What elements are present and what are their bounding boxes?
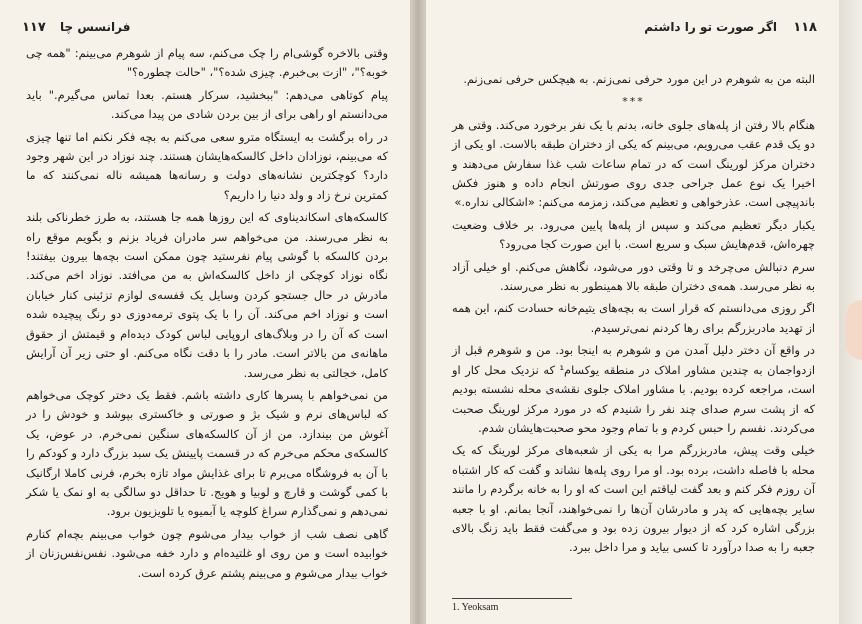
paragraph: پیام کوتاهی می‌دهم: "ببخشید، سرکار هستم. بعدا تماس می‌گیرم." باید می‌دانستم او راهی برای از بین بردن شادی من پیدا می‌کند.: [26, 87, 388, 122]
page-number: ۱۱۸: [793, 20, 817, 35]
paragraph: وقتی بالاخره گوشی‌ام را چک می‌کنم، سه پیام از شوهرم می‌بینم: "همه چی خوبه؟"، "ازت بی‌خبرم. چیزی شده؟"، "حالت چطوره؟": [26, 46, 388, 80]
paragraph: البته من به شوهرم در این مورد حرفی نمی‌زنم. به هیچکس حرفی نمی‌زنم.: [463, 72, 815, 86]
paragraph: هنگام بالا رفتن از پله‌های جلوی خانه، بدنم با یک نفر برخورد می‌کند. وقتی هر دو یک قدم عقب می‌رویم، می‌بینم که یکی از دختران طبقه بالاست. او یکی از دختران مرکز لورینگ است که در تمام ساعات شب غذا سفارش می‌دهند و اخیرا یک نوع عمل جراحی جدی روی صورتش انجام داده و هنوز فکش باندپیچی است. عذرخواهی و تعظیم می‌کند، زمزمه می‌کنم: «اشکالی نداره.»: [452, 117, 815, 210]
section-separator: ***: [622, 95, 645, 109]
left-page-header: [22, 20, 390, 42]
page-tab-marker: [846, 300, 862, 360]
right-page: [425, 0, 839, 624]
left-page: [0, 0, 411, 624]
page-number: ۱۱۷: [22, 20, 46, 35]
running-title: اگر صورت تو را داشتم: [644, 20, 777, 34]
paragraph: خیلی وقت پیش، مادربزرگم مرا به یکی از شعبه‌های مرکز لورینگ که یک محله با فاصله داشت، برده بود. او مرا روی پله‌ها نشاند و گفت که کار اشتباه آن روزم فکر کنم و بعد گفت لیاقتم این است که او را به خانه برگردم را مانند سایر بچه‌هایی که پدر و مادرشان آن‌ها را نمی‌خواهند، آنجا بمانم. او با جعبه بزرگی اشاره کرد که از دیوار بیرون زده بود و می‌گفت فقط باید زنگ بالای جعبه را به صدا درآورد تا کسی بیاید و مرا داخل ببرد.: [452, 443, 815, 555]
book-gutter: [411, 0, 425, 624]
paragraph: سرم دنبالش می‌چرخد و تا وقتی دور می‌شود، نگاهش می‌کنم. او خیلی آزاد به نظر می‌رسد. همه‌ی دختران طبقه بالا همینطور به نظر می‌رسند.: [452, 259, 815, 294]
footnote-rule: [452, 598, 572, 599]
right-page-body: [452, 70, 815, 561]
paragraph: کالسکه‌های اسکاندیناوی که این روزها همه جا هستند، به طرز خطرناکی بلند به نظر می‌رسند. من می‌خواهم سر مادران فریاد بزنم و بگویم موقع راه بردن کالسکه با گوشی پیام نفرستید چون ممکن است بچه‌ها بیرون بیفتند! نگاه نوزاد کوچکی از داخل کالسکه‌اش به من می‌افتد. نوزاد اخم می‌کند. مادرش در حال جستجو کردن وسایل یک قفسه‌ی لوازم تزئینی کنار خیابان است و نوزاد اخم می‌کند. آن را با یک پتوی ترمه‌دوزی دو رنگ پیچیده شده است که آن را در وبلاگ‌های اروپایی لباس کودک دیده‌ام و قیمتش از حقوق ماهانه‌ی من بالاتر است. مادر را با دقت نگاه می‌کنم. او حتی زیر آن آرایش کامل، خجالتی به نظر می‌رسد.: [26, 210, 388, 380]
right-page-header: [446, 20, 817, 42]
paragraph: گاهی نصف شب از خواب بیدار می‌شوم چون خواب می‌بینم بچه‌ام کنارم خوابیده است و من روی او غلتیده‌ام و دارد خفه می‌شود. نفس‌نفس‌زنان از خواب بیدار می‌شوم و می‌بینم پشتم عرق کرده است.: [26, 526, 388, 580]
footnote: 1. Yeoksam: [452, 602, 499, 613]
running-title: فرانسس چا: [60, 20, 131, 34]
paragraph: اگر روزی می‌دانستم که قرار است به بچه‌های یتیم‌خانه حسادت کنم، این همه از تهدید مادربزرگم برای رها کردنم نمی‌ترسیدم.: [452, 301, 815, 335]
paragraph: من نمی‌خواهم با پسرها کاری داشته باشم. فقط یک دختر کوچک می‌خواهم که لباس‌های نرم و شیک بژ و صورتی و خاکستری بپوشد و خودش را در آغوش من بیندازد. من از آن کالسکه‌های سنگین نمی‌خرم. در عوض، یک کالسکه‌ی محکم می‌خرم که در قسمت پایینش یک سبد بزرگ دارد و کودکم را با آن به فروشگاه می‌برم تا برای غذایش مواد تازه بخرم، فرنی کاملا ارگانیک با کمی گوشت و قارچ و لوبیا و هویج. تا حداقل دو سالگی به او نمک یا شکر نمی‌دهم و نمی‌گذارم سراغ کلوچه یا آبمیوه یا تلویزیون برود.: [26, 387, 388, 519]
left-page-body: [26, 44, 388, 586]
paragraph: در واقع آن دختر دلیل آمدن من و شوهرم به اینجا بود. من و شوهرم قبل از ازدواجمان به چندین مشاور املاک در منطقه یوکسام¹ که نزدیک محل کار او است، مراجعه کرده بودیم. با مشاور املاک جلوی نقشه‌ی محله نشسته بودیم که از پشت سرم صدای چند نفر را شنیدم که در مورد مرکز لورینگ صحبت می‌کردند. نفسم را حبس کردم و با تمام وجود محو صحبت‌هایشان شدم.: [452, 343, 815, 435]
paragraph: یکبار دیگر تعظیم می‌کند و سپس از پله‌ها پایین می‌رود. بر خلاف وضعیت چهره‌اش، قدم‌هایش سبک و سریع است. با این صورت کجا می‌رود؟: [452, 217, 815, 252]
paragraph: در راه برگشت به ایستگاه مترو سعی می‌کنم به بچه فکر نکنم اما تنها چیزی که می‌بینم، نوزادان داخل کالسکه‌هایشان هستند. چند نوزاد در این شهر وجود دارد؟ کوچکترین نشانه‌های دولت و رسانه‌ها همیشه ناله نمی‌کنند که ما کمترین نرخ زاد و ولد دنیا را داریم؟: [26, 129, 388, 202]
